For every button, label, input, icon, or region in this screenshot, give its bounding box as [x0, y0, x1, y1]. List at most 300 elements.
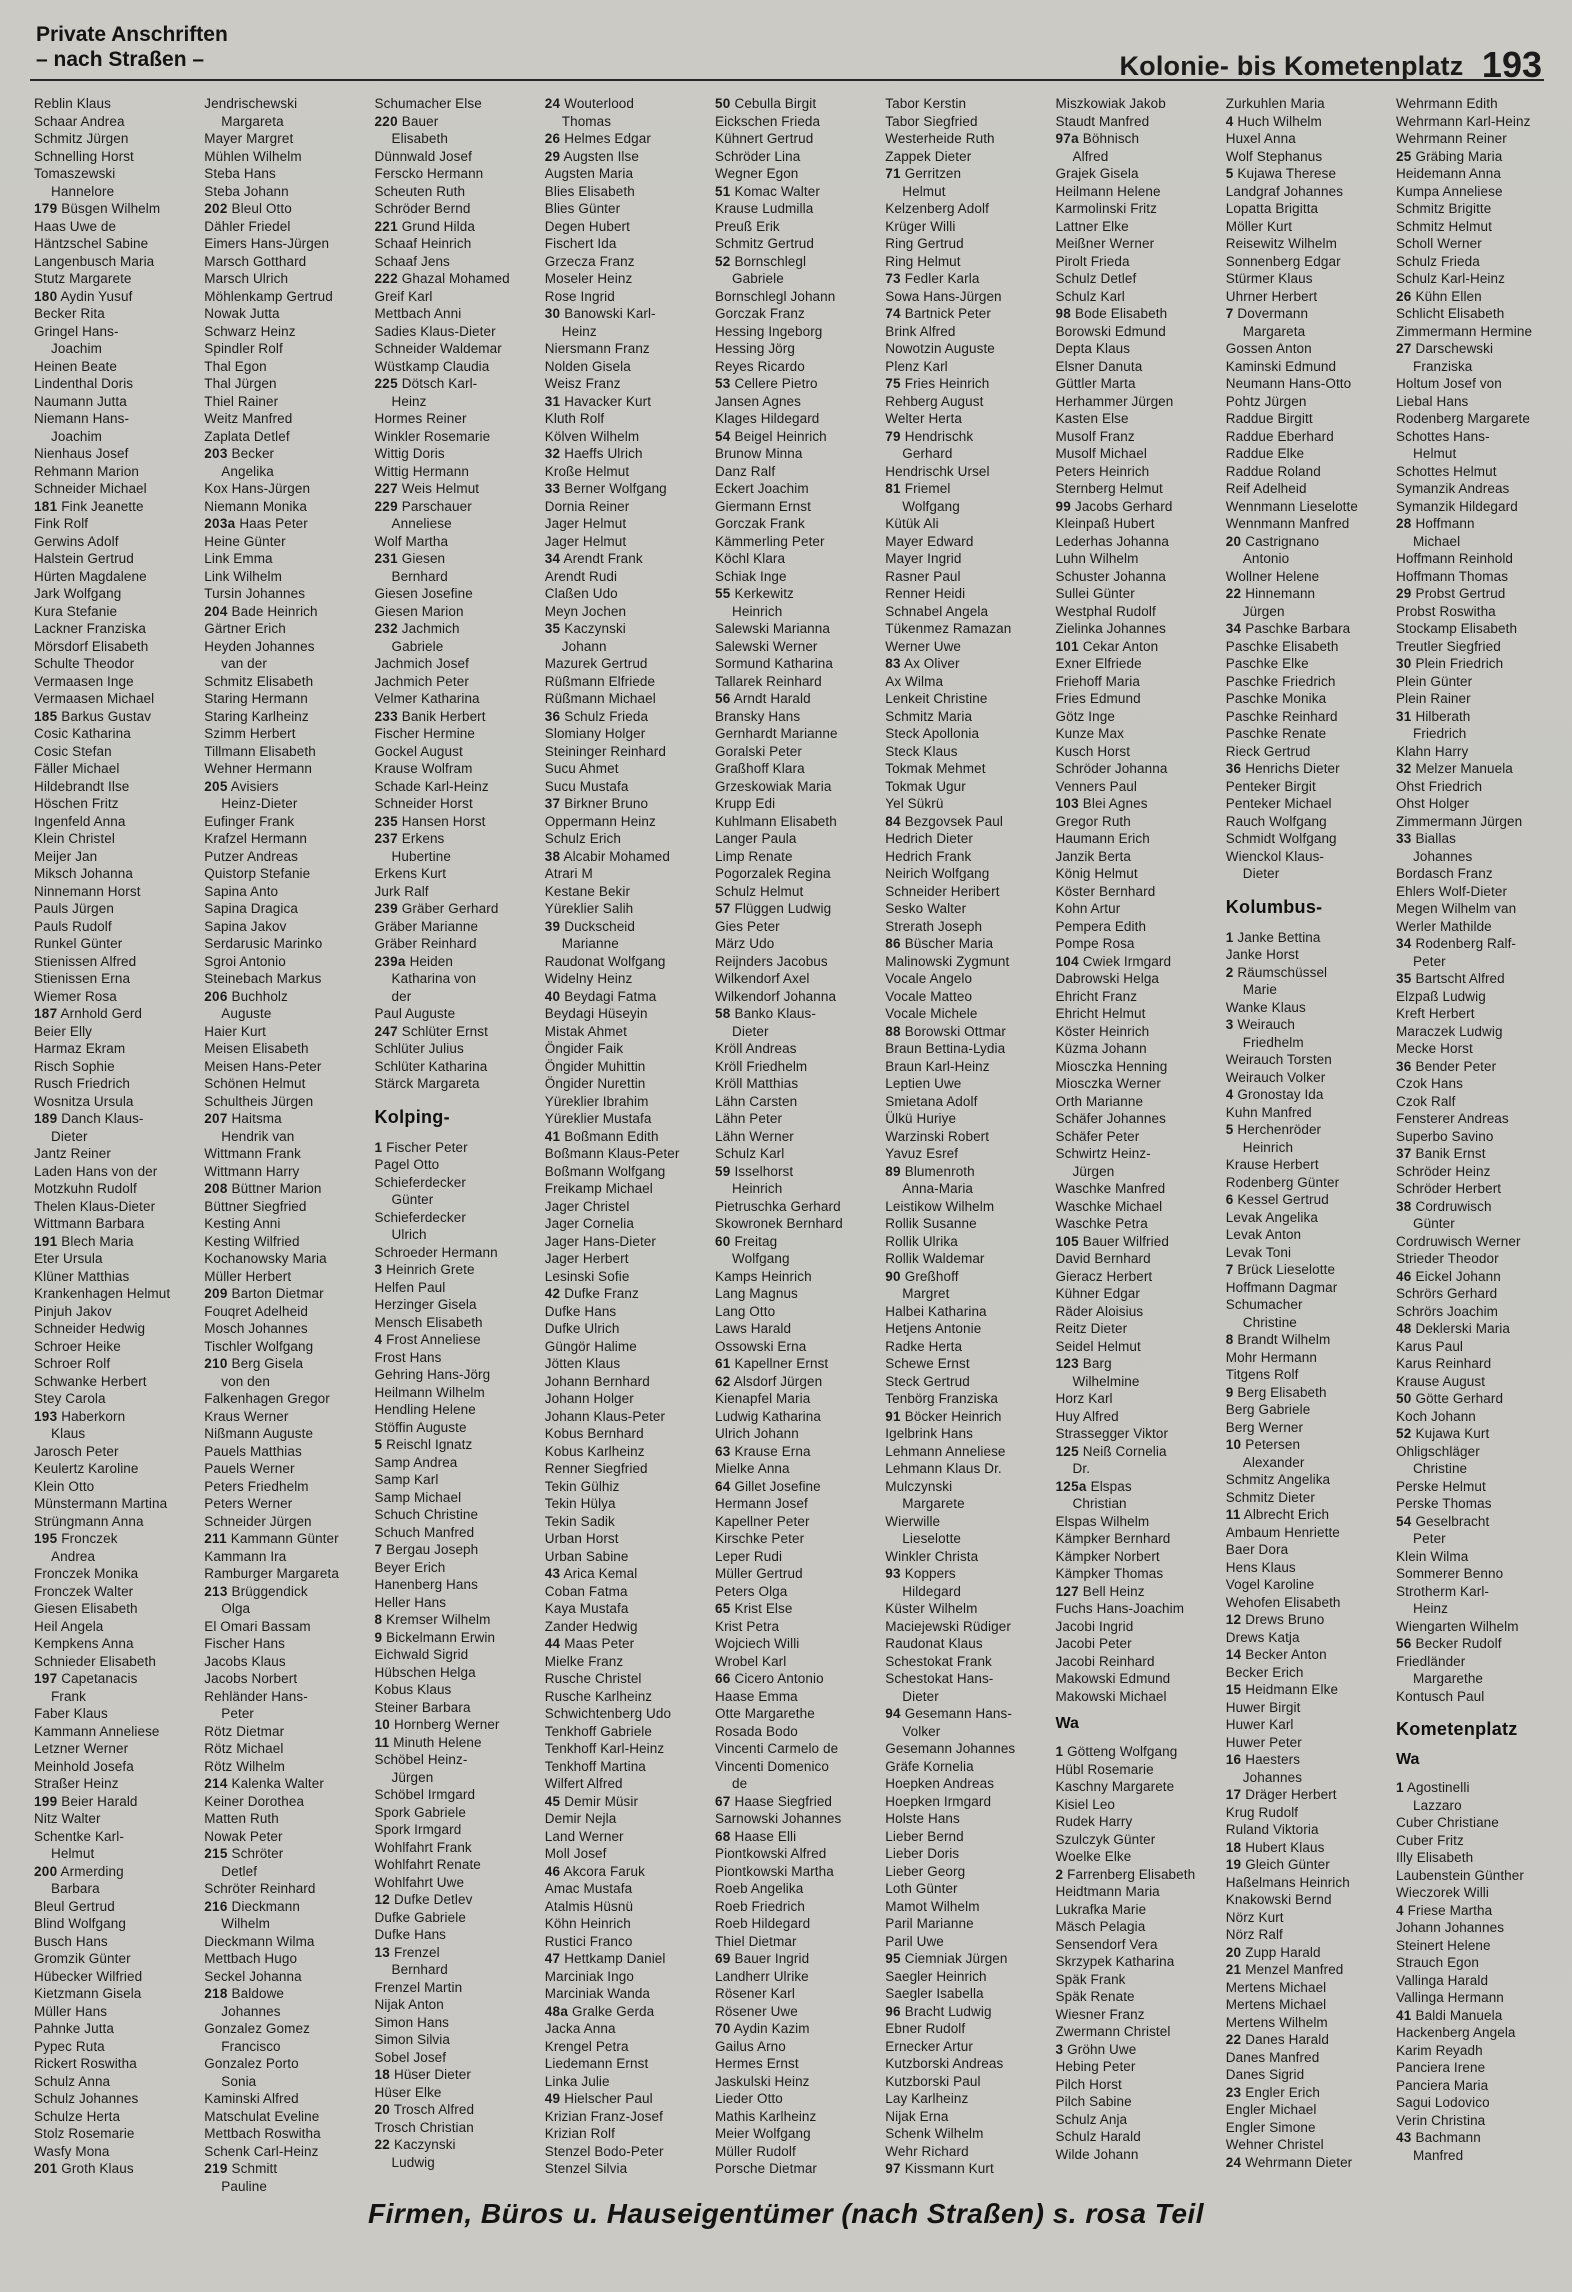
directory-entry: Malinowski Zygmunt	[885, 953, 1010, 969]
directory-entry: Karus Reinhard	[1396, 1356, 1492, 1371]
directory-entry: Bransky Hans	[715, 708, 801, 724]
directory-entry: Stienissen Erna	[34, 971, 131, 986]
directory-entry: Spork Irmgard	[374, 1822, 462, 1837]
directory-entry: El Omari Bassam	[204, 1618, 311, 1634]
directory-entry: Jacobs Klaus	[204, 1653, 286, 1669]
directory-entry: 220 Bauer	[374, 113, 439, 129]
directory-entry: Gräfe Kornelia	[885, 1758, 974, 1774]
directory-entry: Simon Hans	[374, 2014, 450, 2030]
directory-entry: Schneider Hedwig	[34, 1321, 146, 1336]
directory-entry: 31 Hilberath	[1396, 708, 1471, 724]
directory-entry: Wehofen Elisabeth	[1225, 1594, 1341, 1610]
directory-entry: Sowa Hans-Jürgen	[885, 288, 1002, 304]
directory-entry: Johann Holger	[544, 1391, 634, 1406]
house-number: 215	[204, 1846, 228, 1861]
house-number: 45	[544, 1793, 561, 1809]
directory-entry: Augsten Maria	[544, 166, 634, 181]
directory-entry: 69 Bauer Ingrid	[715, 1951, 810, 1966]
entry-continuation: von den	[221, 1373, 270, 1389]
directory-entry: Venners Paul	[1055, 778, 1138, 794]
directory-entry: Vermaasen Inge	[34, 673, 134, 689]
directory-entry: Tenbörg Franziska	[885, 1391, 999, 1406]
house-number: 201	[34, 2161, 58, 2176]
directory-entry: Jager Cornelia	[544, 1216, 634, 1231]
page-number: 193	[1481, 44, 1542, 85]
directory-entry: Paril Uwe	[885, 1933, 944, 1949]
directory-entry: Seckel Johanna	[204, 1968, 302, 1984]
directory-entry: Lieber Doris	[885, 1846, 960, 1861]
house-number: 96	[885, 2003, 901, 2019]
house-number: 59	[715, 1163, 731, 1179]
house-number: 16	[1225, 1752, 1242, 1767]
entry-continuation: Wolfgang	[902, 498, 960, 514]
directory-entry: Kesting Wilfried	[204, 1233, 300, 1249]
directory-entry: Büttner Siegfried	[204, 1198, 307, 1214]
directory-entry: Dünnwald Josef	[374, 148, 472, 164]
directory-entry: Fink Rolf	[34, 516, 89, 531]
directory-entry: Götz Inge	[1055, 708, 1115, 724]
directory-entry: Gehring Hans-Jörg	[374, 1367, 491, 1382]
directory-entry: Tallarek Reinhard	[715, 673, 822, 689]
entry-continuation: Hannelore	[51, 183, 115, 199]
directory-entry: Schmitz Elisabeth	[204, 673, 314, 689]
directory-entry: Schulz Anna	[34, 2073, 111, 2089]
directory-entry: Luhn Wilhelm	[1055, 551, 1139, 566]
house-number: 91	[885, 1408, 901, 1424]
house-number: 31	[544, 393, 561, 409]
directory-entry: Herzinger Gisela	[374, 1297, 477, 1312]
directory-entry: 231 Giesen	[374, 551, 446, 566]
entry-continuation: Marie	[1242, 982, 1278, 997]
directory-entry: Nitz Walter	[34, 1811, 101, 1826]
directory-entry: Janzik Berta	[1055, 848, 1131, 864]
directory-entry: Eichwald Sigrid	[374, 1647, 469, 1662]
directory-entry: Winkler Rosemarie	[374, 428, 491, 444]
entry-continuation: Johannes	[221, 2003, 281, 2019]
entry-continuation: Margret	[902, 1286, 950, 1301]
directory-entry: Mistak Ahmet	[544, 1023, 627, 1039]
directory-entry: Ohligschläger	[1396, 1443, 1480, 1459]
entry-continuation: Bernhard	[391, 1962, 448, 1977]
directory-entry: Zimmermann Hermine	[1396, 323, 1533, 339]
directory-entry: Raddue Elke	[1225, 446, 1305, 461]
directory-entry: Weitz Manfred	[204, 411, 293, 426]
directory-entry: 50 Götte Gerhard	[1396, 1391, 1504, 1406]
entry-continuation: Christine	[1413, 1461, 1468, 1476]
directory-entry: 86 Büscher Maria	[885, 936, 994, 951]
directory-entry: Krause Herbert	[1225, 1157, 1319, 1172]
house-number: 3	[1225, 1017, 1234, 1032]
house-number: 219	[204, 2161, 228, 2176]
directory-entry: Schulte Theodor	[34, 656, 135, 671]
house-number: 8	[1225, 1332, 1234, 1347]
directory-entry: Igelbrink Hans	[885, 1426, 973, 1441]
directory-entry: Thiel Rainer	[204, 393, 279, 409]
directory-entry: Drews Katja	[1225, 1629, 1300, 1645]
house-number: 207	[204, 1111, 228, 1126]
directory-entry: 41 Baldi Manuela	[1396, 2007, 1503, 2023]
directory-entry: Stienissen Alfred	[34, 953, 137, 969]
page-title-line2: – nach Straßen –	[36, 48, 205, 71]
directory-entry: Samp Michael	[374, 1489, 462, 1505]
directory-entry: Becker Rita	[34, 306, 105, 321]
directory-entry: 22 Danes Harald	[1225, 2032, 1329, 2047]
directory-entry: Levak Anton	[1225, 1227, 1302, 1242]
directory-entry: 94 Gesemann Hans-	[885, 1706, 1012, 1721]
entry-continuation: der	[391, 988, 412, 1004]
entry-continuation: Pauline	[221, 2178, 267, 2194]
directory-entry: Kumpa Anneliese	[1396, 183, 1503, 199]
house-number: 247	[374, 1023, 398, 1039]
house-number: 41	[544, 1128, 561, 1144]
directory-entry: 48a Gralke Gerda	[544, 2003, 655, 2019]
directory-entry: Yüreklier Ibrahim	[544, 1093, 649, 1109]
entry-continuation: Christian	[1072, 1496, 1127, 1511]
directory-entry: Mörsdorf Elisabeth	[34, 638, 149, 654]
directory-entry: Schuch Christine	[374, 1507, 479, 1522]
directory-entry: Schröder Johanna	[1055, 761, 1168, 776]
directory-entry: Sgroi Antonio	[204, 953, 286, 969]
house-number: 125a	[1055, 1478, 1087, 1494]
house-number: 210	[204, 1356, 228, 1371]
directory-entry: Pinjuh Jakov	[34, 1303, 112, 1319]
house-number: 202	[204, 201, 228, 216]
directory-entry: Bornschlegl Johann	[715, 288, 836, 304]
directory-entry: Krizian Franz-Josef	[544, 2108, 663, 2124]
directory-entry: Miksch Johanna	[34, 866, 133, 881]
entry-continuation: Friedrich	[1413, 726, 1467, 741]
directory-entry: Fouqret Adelheid	[204, 1303, 308, 1319]
directory-entry: Krause Ludmilla	[715, 201, 814, 216]
directory-entry: Haier Kurt	[204, 1023, 267, 1039]
house-number: 56	[715, 691, 731, 706]
directory-entry: Dornia Reiner	[544, 498, 630, 514]
house-number: 21	[1225, 1962, 1242, 1977]
directory-entry: 13 Frenzel	[374, 1944, 440, 1960]
directory-entry: Meyn Jochen	[544, 603, 627, 619]
directory-entry: Becker Erich	[1225, 1664, 1304, 1680]
house-number: 31	[1396, 708, 1412, 724]
house-number: 209	[204, 1286, 228, 1301]
directory-entry: Schumacher Else	[374, 96, 482, 111]
directory-entry: Huwer Peter	[1225, 1734, 1302, 1750]
directory-entry: Möhlenkamp Gertrud	[204, 288, 333, 304]
directory-entry: Pauels Matthias	[204, 1443, 302, 1459]
directory-entry: Schroeder Hermann	[374, 1244, 498, 1260]
directory-entry: Loth Günter	[885, 1881, 958, 1896]
directory-entry: Kamps Heinrich	[715, 1268, 812, 1284]
entry-continuation: Barbara	[51, 1881, 100, 1896]
directory-entry: 214 Kalenka Walter	[204, 1776, 324, 1791]
directory-entry: Helfen Paul	[374, 1279, 446, 1295]
directory-entry: Schröder Bernd	[374, 201, 471, 216]
directory-entry: Rötz Michael	[204, 1741, 284, 1756]
directory-entry: Kaya Mustafa	[544, 1601, 629, 1616]
directory-entry: 213 Brüggendick	[204, 1583, 308, 1599]
directory-entry: 53 Cellere Pietro	[715, 376, 818, 391]
directory-entry: Meijer Jan	[34, 848, 98, 864]
directory-entry: Wehrmann Reiner	[1396, 131, 1507, 146]
directory-entry: 189 Danch Klaus-	[34, 1111, 144, 1126]
directory-entry: Kaminski Edmund	[1225, 358, 1337, 374]
directory-entry: Hedrich Frank	[885, 848, 972, 864]
house-number: 33	[544, 481, 561, 496]
directory-entry: Knakowski Bernd	[1225, 1892, 1332, 1907]
directory-entry: Westphal Rudolf	[1055, 603, 1156, 619]
house-number: 88	[885, 1023, 901, 1039]
directory-entry: 91 Böcker Heinrich	[885, 1408, 1002, 1424]
directory-entry: Plein Rainer	[1396, 691, 1471, 706]
directory-entry: Otte Margarethe	[715, 1706, 815, 1721]
directory-entry: Späk Frank	[1055, 1971, 1126, 1987]
directory-entry: Elzpaß Ludwig	[1396, 988, 1486, 1004]
entry-continuation: Helmut	[902, 183, 946, 199]
directory-entry: Hackenberg Angela	[1396, 2025, 1516, 2040]
directory-entry: Faber Klaus	[34, 1706, 108, 1721]
house-number: 60	[715, 1233, 731, 1249]
directory-entry: Samp Andrea	[374, 1454, 458, 1470]
directory-entry: Oppermann Heinz	[544, 813, 656, 829]
directory-entry: Eufinger Frank	[204, 813, 295, 829]
directory-entry: 40 Beydagi Fatma	[544, 988, 657, 1004]
directory-entry: Münstermann Martina	[34, 1496, 168, 1511]
directory-entry: Sensendorf Vera	[1055, 1936, 1158, 1952]
directory-entry: Miosczka Werner	[1055, 1076, 1162, 1091]
directory-entry: Saegler Isabella	[885, 1986, 984, 2001]
directory-entry: Schönen Helmut	[204, 1076, 306, 1091]
directory-entry: 24 Wouterlood	[544, 96, 635, 111]
directory-entry: Kühnert Gertrud	[715, 131, 814, 146]
directory-entry: Steininger Reinhard	[544, 743, 666, 759]
directory-entry: 205 Avisiers	[204, 778, 279, 794]
directory-entry: Piontkowski Alfred	[715, 1846, 827, 1861]
entry-continuation: Jürgen	[1242, 603, 1285, 619]
directory-entry: Langer Paula	[715, 831, 797, 846]
directory-entry: Köster Bernhard	[1055, 883, 1156, 899]
entry-continuation: Heinz	[391, 393, 427, 409]
directory-entry: Czok Ralf	[1396, 1093, 1456, 1109]
directory-entry: 12 Drews Bruno	[1225, 1612, 1325, 1627]
house-number: 4	[374, 1332, 383, 1347]
directory-entry: 225 Dötsch Karl-	[374, 376, 478, 391]
directory-entry: Renner Siegfried	[544, 1461, 648, 1476]
directory-entry: Sapina Anto	[204, 883, 279, 899]
house-number: 5	[1225, 1122, 1234, 1137]
directory-entry: Schulz Detlef	[1055, 271, 1137, 286]
directory-entry: Harmaz Ekram	[34, 1041, 126, 1056]
directory-entry: Nißmann Auguste	[204, 1426, 314, 1441]
directory-entry: Mensch Elisabeth	[374, 1314, 483, 1330]
directory-entry: 202 Bleul Otto	[204, 201, 292, 216]
directory-entry: Hetjens Antonie	[885, 1321, 982, 1336]
house-number: 185	[34, 708, 58, 724]
directory-entry: Krengel Petra	[544, 2038, 629, 2054]
directory-entry: Strauch Egon	[1396, 1955, 1480, 1970]
directory-column	[715, 95, 865, 2178]
entry-continuation: Antonio	[1242, 551, 1290, 566]
directory-entry: Czok Hans	[1396, 1076, 1463, 1091]
house-number: 17	[1225, 1787, 1242, 1802]
directory-entry: 19 Gleich Günter	[1225, 1857, 1330, 1872]
entry-continuation: Alexander	[1242, 1454, 1305, 1470]
directory-entry: Staring Karlheinz	[204, 708, 309, 724]
house-number: 57	[715, 901, 731, 916]
house-number: 9	[374, 1629, 383, 1645]
directory-entry: Kammann Ira	[204, 1548, 287, 1564]
directory-entry: Hildebrandt Ilse	[34, 778, 130, 794]
directory-entry: 204 Bade Heinrich	[204, 603, 318, 619]
directory-entry: Stolz Rosemarie	[34, 2126, 135, 2141]
directory-entry: Köster Heinrich	[1055, 1023, 1150, 1039]
house-number: 26	[544, 131, 561, 146]
house-number: 12	[1225, 1612, 1242, 1627]
entry-continuation: Peter	[221, 1706, 255, 1721]
directory-entry: Wittmann Barbara	[34, 1216, 145, 1231]
directory-entry: Sonnenberg Edgar	[1225, 253, 1341, 269]
directory-entry: Schmitz Dieter	[1225, 1489, 1315, 1505]
directory-entry: Roeb Angelika	[715, 1881, 804, 1896]
directory-entry: Steba Hans	[204, 166, 276, 181]
directory-entry: Kuhn Manfred	[1225, 1104, 1312, 1120]
entry-continuation: Heinz	[561, 323, 597, 339]
directory-entry: Lopatta Brigitta	[1225, 201, 1319, 216]
directory-entry: Huxel Anna	[1225, 131, 1296, 146]
directory-entry: Schäfer Johannes	[1055, 1111, 1166, 1126]
directory-entry: Schnelling Horst	[34, 148, 134, 164]
directory-entry: 29 Augsten Ilse	[544, 148, 639, 164]
directory-entry: 5 Kujawa Therese	[1225, 166, 1337, 181]
directory-entry: Kühner Edgar	[1055, 1286, 1141, 1301]
house-number: 193	[34, 1408, 58, 1424]
house-number: 204	[204, 603, 228, 619]
directory-entry: 11 Albrecht Erich	[1225, 1507, 1330, 1522]
directory-entry: Kobus Bernhard	[544, 1426, 644, 1441]
street-subheader: Wa	[1396, 1751, 1420, 1768]
directory-entry: Ossowski Erna	[715, 1338, 807, 1354]
directory-entry: Jachmich Josef	[374, 656, 469, 671]
directory-entry: Vocale Michele	[885, 1006, 978, 1021]
directory-entry: Plenz Karl	[885, 358, 948, 374]
directory-entry: Gies Peter	[715, 918, 780, 934]
entry-continuation: Michael	[1413, 533, 1461, 549]
directory-entry: 56 Becker Rudolf	[1396, 1636, 1502, 1651]
directory-entry: 233 Banik Herbert	[374, 708, 486, 724]
directory-entry: Ring Gertrud	[885, 236, 964, 251]
house-number: 13	[374, 1944, 391, 1960]
directory-entry: Pypec Ruta	[34, 2038, 105, 2054]
entry-continuation: de	[732, 1776, 748, 1791]
house-number: 7	[1225, 1262, 1234, 1277]
directory-entry: Hormes Reiner	[374, 411, 467, 426]
directory-entry: Schwichtenberg Udo	[544, 1706, 672, 1721]
directory-entry: 247 Schlüter Ernst	[374, 1023, 488, 1039]
directory-entry: Cosic Katharina	[34, 726, 131, 741]
house-number: 1	[1055, 1744, 1064, 1759]
directory-entry: Wennmann Lieselotte	[1225, 498, 1358, 514]
directory-entry: Ingenfeld Anna	[34, 813, 126, 829]
directory-entry: Scheuten Ruth	[374, 183, 466, 199]
directory-entry: Klages Hildegard	[715, 411, 820, 426]
house-number: 70	[715, 2021, 731, 2036]
house-number: 1	[1396, 1780, 1404, 1795]
entry-continuation: Johannes	[1242, 1769, 1303, 1785]
directory-entry: Holtum Josef von	[1396, 376, 1502, 391]
house-number: 42	[544, 1286, 561, 1301]
directory-entry: Westerheide Ruth	[885, 131, 995, 146]
directory-entry: 70 Aydin Kazim	[715, 2021, 810, 2036]
house-number: 34	[1225, 621, 1242, 636]
directory-entry: Schmitz Gertrud	[715, 236, 815, 251]
directory-entry: Giermann Ernst	[715, 498, 811, 514]
directory-entry: Marsch Ulrich	[204, 271, 289, 286]
directory-entry: Raddue Eberhard	[1225, 428, 1334, 444]
directory-entry: Nienhaus Josef	[34, 446, 129, 461]
directory-entry: 51 Komac Walter	[715, 183, 820, 199]
directory-entry: Frenzel Martin	[374, 1979, 463, 1995]
house-number: 49	[544, 2091, 561, 2106]
directory-entry: Schröder Lina	[715, 148, 801, 164]
directory-entry: Heilmann Helene	[1055, 183, 1161, 199]
directory-entry: Zielinka Johannes	[1055, 621, 1167, 636]
directory-entry: Jendrischewski	[204, 96, 298, 111]
directory-entry: 29 Probst Gertrud	[1396, 586, 1506, 601]
directory-entry: Schulz Harald	[1055, 2129, 1141, 2144]
directory-entry: 42 Dufke Franz	[544, 1286, 639, 1301]
entry-continuation: Ludwig	[391, 2154, 435, 2170]
directory-entry: Öngider Faik	[544, 1041, 624, 1056]
directory-entry: Meinhold Josefa	[34, 1758, 134, 1774]
directory-entry: 83 Ax Oliver	[885, 656, 960, 671]
directory-entry: Rudek Harry	[1055, 1814, 1133, 1829]
directory-entry: 3 Heinrich Grete	[374, 1262, 475, 1277]
directory-entry: 60 Freitag	[715, 1233, 778, 1249]
directory-entry: Schulz Karl	[1055, 288, 1125, 304]
directory-entry: Heinen Beate	[34, 358, 118, 374]
directory-entry: Rötz Wilhelm	[204, 1758, 285, 1774]
directory-entry: 7 Dovermann	[1225, 306, 1309, 321]
house-number: 24	[1225, 2154, 1242, 2170]
directory-entry: Risch Sophie	[34, 1058, 115, 1074]
directory-entry: Wehner Christel	[1225, 2137, 1324, 2152]
directory-entry: Maraczek Ludwig	[1396, 1023, 1503, 1039]
directory-entry: Dabrowski Helga	[1055, 971, 1160, 986]
directory-entry: 235 Hansen Horst	[374, 813, 486, 829]
directory-entry: Kox Hans-Jürgen	[204, 481, 311, 496]
directory-entry: Boßmann Wolfgang	[544, 1163, 666, 1179]
directory-entry: 93 Koppers	[885, 1566, 956, 1581]
directory-entry: 2 Räumschüssel	[1225, 964, 1328, 980]
house-number: 180	[34, 288, 58, 304]
directory-entry: Neumann Hans-Otto	[1225, 376, 1352, 391]
directory-entry: Gromzik Günter	[34, 1951, 131, 1966]
directory-entry: 24 Wehrmann Dieter	[1225, 2154, 1353, 2170]
directory-entry: Heilmann Wilhelm	[374, 1384, 485, 1400]
directory-entry: 1 Janke Bettina	[1225, 929, 1321, 945]
directory-entry: Steck Gertrud	[885, 1373, 970, 1389]
directory-entry: 9 Berg Elisabeth	[1225, 1384, 1327, 1400]
directory-entry: 215 Schröter	[204, 1846, 284, 1861]
directory-entry: 66 Cicero Antonio	[715, 1671, 824, 1686]
directory-entry: Zwermann Christel	[1055, 2024, 1171, 2039]
directory-entry: Gossen Anton	[1225, 341, 1312, 356]
directory-entry: Cuber Fritz	[1396, 1832, 1464, 1848]
directory-entry: Grzeskowiak Maria	[715, 778, 832, 794]
directory-entry: Raudonat Wolfgang	[544, 953, 666, 969]
directory-entry: 79 Hendrischk	[885, 428, 974, 444]
directory-entry: Renner Heidi	[885, 586, 966, 601]
directory-entry: Jaskulski Heinz	[715, 2073, 810, 2089]
directory-entry: Reisewitz Wilhelm	[1225, 236, 1337, 251]
